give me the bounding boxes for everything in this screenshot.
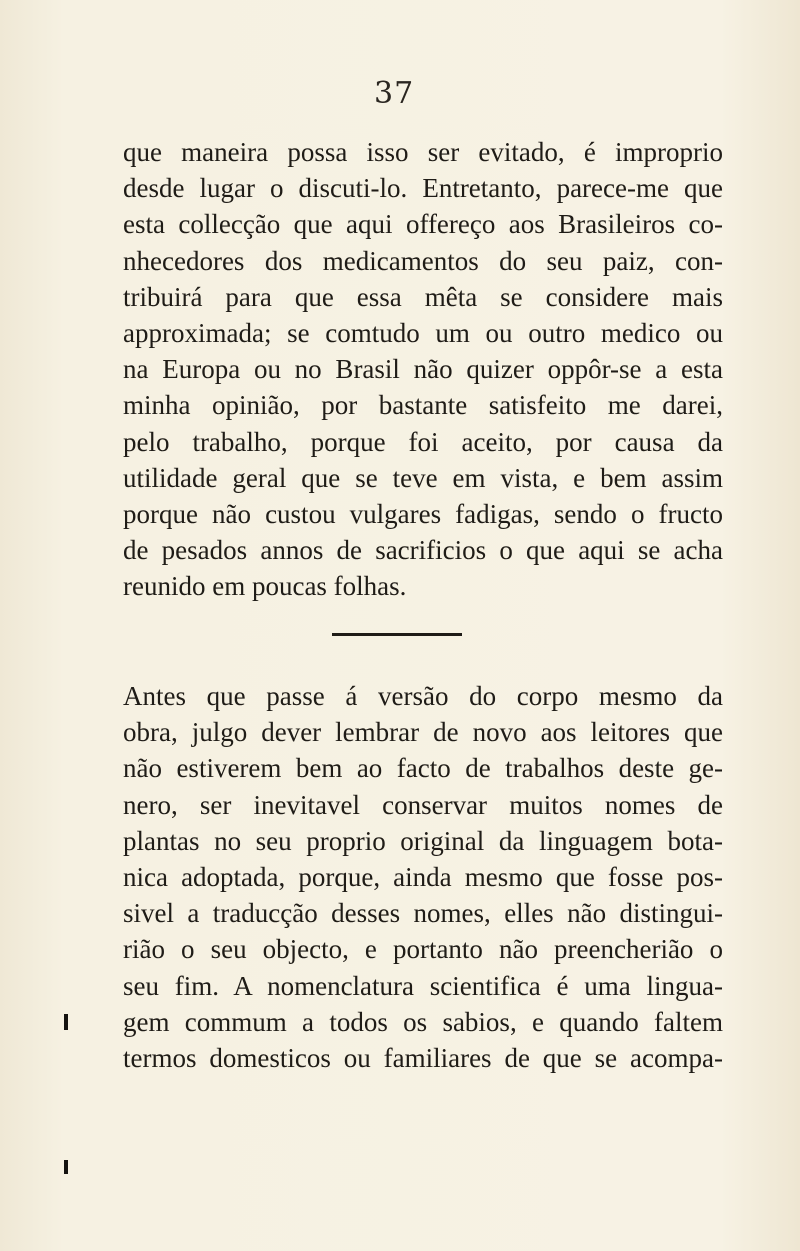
text-line: sivel a traducção desses nomes, elles não distingui- (123, 898, 723, 929)
margin-ink-mark (64, 1160, 68, 1174)
text-line: que maneira possa isso ser evitado, é improprio (123, 137, 723, 167)
text-line: reunido em poucas folhas. (123, 571, 407, 602)
paragraph-1 (123, 134, 723, 604)
text-line: de pesados annos de sacrificios o que aqui se acha (123, 535, 723, 566)
text-line: plantas no seu proprio original da linguagem bota- (123, 825, 723, 856)
text-line: tribuirá para que essa mêta se considere mais (123, 281, 723, 312)
page-number: 37 (374, 76, 415, 111)
text-line: esta collecção que aqui offereço aos Brasileiros co- (123, 209, 723, 240)
text-line: obra, julgo dever lembrar de novo aos leitores que (123, 717, 723, 748)
text-line: gem commum a todos os sabios, e quando faltem (123, 1006, 723, 1037)
text-line: termos domesticos ou familiares de que se acompa- (123, 1042, 723, 1073)
text-line: utilidade geral que se teve em vista, e bem assim (123, 462, 723, 493)
text-line: pelo trabalho, porque foi aceito, por causa da (123, 426, 723, 457)
text-line: não estiverem bem ao facto de trabalhos deste ge- (123, 753, 723, 784)
text-line: nhecedores dos medicamentos do seu paiz, con- (123, 245, 723, 276)
margin-ink-mark (64, 1014, 68, 1030)
section-divider (332, 633, 462, 636)
text-line: Antes que passe á versão do corpo mesmo da (123, 681, 723, 711)
text-line: na Europa ou no Brasil não quizer oppôr-se a esta (123, 354, 723, 385)
text-line: approximada; se comtudo um ou outro medico ou (123, 317, 723, 348)
text-line: nero, ser inevitavel conservar muitos nomes de (123, 789, 723, 820)
paragraph-2 (123, 678, 723, 1076)
text-line: porque não custou vulgares fadigas, sendo o fructo (123, 498, 723, 529)
text-line: minha opinião, por bastante satisfeito me darei, (123, 390, 723, 421)
text-line: rião o seu objecto, e portanto não preencherião o (123, 934, 723, 965)
text-line: seu fim. A nomenclatura scientifica é uma lingua- (123, 970, 723, 1001)
text-line: nica adoptada, porque, ainda mesmo que fosse pos- (123, 861, 723, 892)
text-line: desde lugar o discuti-lo. Entretanto, parece-me que (123, 173, 723, 204)
